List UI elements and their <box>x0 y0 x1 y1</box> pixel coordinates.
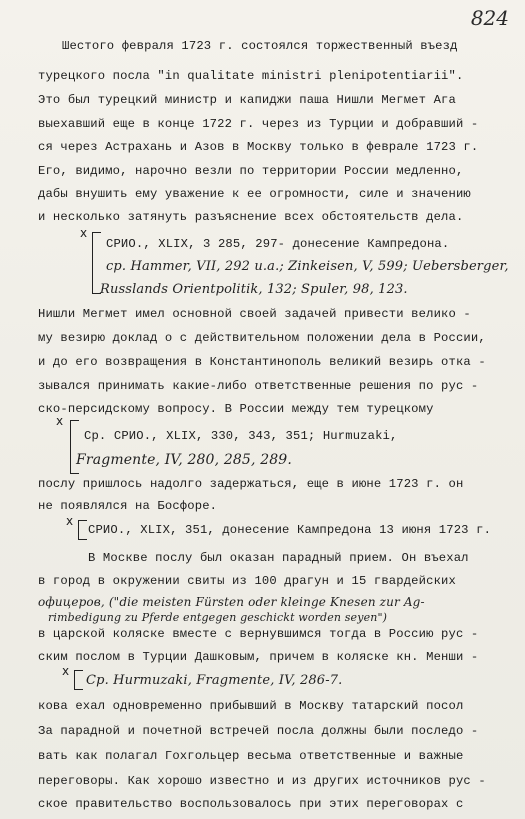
text-line: кова ехал одновременно прибывший в Москву татарский посол <box>38 699 464 713</box>
text-line: В Москве послу был оказан парадный прием. Он въехал <box>88 551 469 565</box>
handwritten-footnote: Fragmente, IV, 280, 285, 289. <box>76 452 292 468</box>
handwritten-line: rimbedigung zu Pferde entgegen geschickt worden seyen") <box>48 611 388 624</box>
text-line: и несколько затянуть разъяснение всех обстоятельств дела. <box>38 210 464 224</box>
footnote-mark: x <box>80 226 88 240</box>
footnote-bracket <box>78 520 87 540</box>
text-line: Шестого февраля 1723 г. состоялся торжественный въезд <box>62 39 458 53</box>
text-line: ся через Астрахань и Азов в Москву только в феврале 1723 г. <box>38 140 479 154</box>
text-line: в царской коляске вместе с вернувшимся тогда в Россию рус - <box>38 627 479 641</box>
text-line: Его, видимо, нарочно везли по территории России медленно, <box>38 164 464 178</box>
footnote-mark: x <box>56 414 64 428</box>
text-line: турецкого посла "in qualitate ministri plenipotentiarii". <box>38 69 464 83</box>
text-line: ским послом в Турции Дашковым, причем в коляске кн. Менши - <box>38 650 479 664</box>
text-line: дабы внушить ему уважение к ее огромности, силе и значению <box>38 187 471 201</box>
footnote-mark: x <box>66 514 74 528</box>
text-line: Это был турецкий министр и капиджи паша Нишли Мегмет Ага <box>38 93 456 107</box>
text-line: зывался принимать какие-либо ответственные решения по рус - <box>38 379 479 393</box>
text-line: Нишли Мегмет имел основной своей задачей привести велико - <box>38 307 471 321</box>
footnote-line: СРИО., XLIX, 351, донесение Кампредона 13 июня 1723 г. <box>88 523 492 537</box>
handwritten-footnote: Russlands Orientpolitik, 132; Spuler, 98, 123. <box>100 282 408 297</box>
text-line: в город в окружении свиты из 100 драгун и 15 гвардейских <box>38 574 456 588</box>
handwritten-line: офицеров, ("die meisten Fürsten oder kleinge Knesen zur Ag- <box>38 595 425 609</box>
text-line: вать как полагал Гохгольцер весьма ответственные и важные <box>38 749 464 763</box>
text-line: не появлялся на Босфоре. <box>38 499 218 513</box>
text-line: переговоры. Как хорошо известно и из других источников рус - <box>38 774 486 788</box>
footnote-line: СРИО., XLIX, 3 285, 297- донесение Кампредона. <box>106 237 450 251</box>
text-line: ско-персидскому вопросу. В России между тем турецкому <box>38 402 434 416</box>
footnote-line: Ср. СРИО., XLIX, 330, 343, 351; Hurmuzaki, <box>84 429 398 443</box>
footnote-bracket <box>74 670 83 690</box>
text-line: ское правительство воспользовалось при этих переговорах с <box>38 797 464 811</box>
text-line: му везирю доклад о с действительном положении дела в России, <box>38 331 486 345</box>
text-line: и до его возвращения в Константинополь великий везирь отка - <box>38 355 486 369</box>
text-line: За парадной и почетной встречей посла должны были последо - <box>38 724 479 738</box>
handwritten-footnote: ср. Hammer, VII, 292 u.a.; Zinkeisen, V, 599; Uebersberger, <box>106 259 509 274</box>
page-number: 824 <box>470 6 509 30</box>
footnote-mark: x <box>62 664 70 678</box>
text-line: выехавший еще в конце 1722 г. через из Турции и добравший - <box>38 117 479 131</box>
text-line: послу пришлось надолго задержаться, еще в июне 1723 г. он <box>38 477 464 491</box>
handwritten-footnote: Ср. Hurmuzaki, Fragmente, IV, 286-7. <box>86 673 343 688</box>
